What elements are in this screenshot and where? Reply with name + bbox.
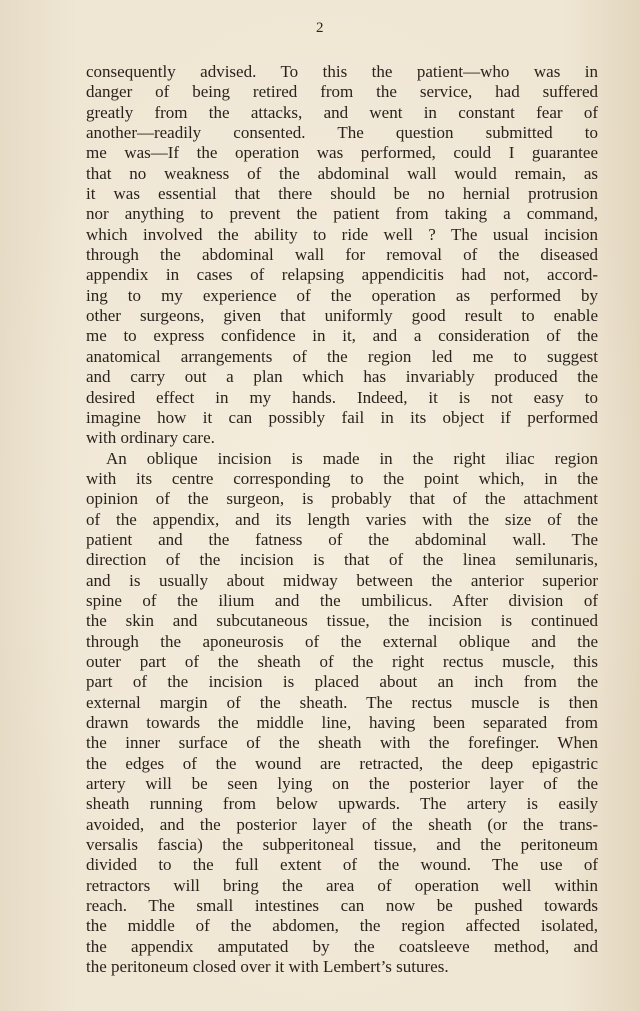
text-line: external margin of the sheath. The rectus muscle is then — [86, 692, 598, 712]
text-line: the appendix amputated by the coatsleeve method, and — [86, 936, 598, 956]
body-text — [86, 62, 598, 977]
text-line: imagine how it can possibly fail in its object if performed — [86, 407, 598, 427]
text-line: artery will be seen lying on the posterior layer of the — [86, 774, 598, 794]
text-line: the inner surface of the sheath with the forefinger. When — [86, 733, 598, 753]
text-line: me to express confidence in it, and a consideration of the — [86, 326, 598, 346]
text-line: spine of the ilium and the umbilicus. After division of — [86, 590, 598, 610]
text-line: and is usually about midway between the anterior superior — [86, 570, 598, 590]
text-line: through the abdominal wall for removal of the diseased — [86, 245, 598, 265]
text-line: anatomical arrangements of the region led me to suggest — [86, 346, 598, 366]
text-line: the peritoneum closed over it with Lembert’s sutures. — [86, 957, 449, 977]
text-line: through the aponeurosis of the external oblique and the — [86, 631, 598, 651]
text-line: of the appendix, and its length varies with the size of the — [86, 509, 598, 529]
text-line: that no weakness of the abdominal wall would remain, as — [86, 163, 598, 183]
text-line: retractors will bring the area of operation well within — [86, 875, 598, 895]
text-line: consequently advised. To this the patient—who was in — [86, 62, 598, 81]
text-line: it was essential that there should be no hernial protrusion — [86, 184, 598, 204]
text-line: outer part of the sheath of the right rectus muscle, this — [86, 651, 598, 671]
text-line: versalis fascia) the subperitoneal tissue, and the peritoneum — [86, 835, 598, 855]
text-line: me was—If the operation was performed, could I guarantee — [86, 143, 598, 163]
text-line: appendix in cases of relapsing appendicitis had not, accord- — [86, 265, 598, 285]
page-number: 2 — [316, 20, 324, 36]
text-line: with ordinary care. — [86, 428, 215, 448]
text-line: with its centre corresponding to the point which, in the — [86, 468, 598, 488]
text-line: which involved the ability to ride well ? The usual incision — [86, 224, 598, 244]
text-line: danger of being retired from the service, had suffered — [86, 82, 598, 102]
text-line: avoided, and the posterior layer of the sheath (or the trans- — [86, 814, 598, 834]
text-line: desired effect in my hands. Indeed, it is not easy to — [86, 387, 598, 407]
text-line: other surgeons, given that uniformly good result to enable — [86, 306, 598, 326]
text-line: drawn towards the middle line, having been separated from — [86, 713, 598, 732]
text-line: reach. The small intestines can now be pushed towards — [86, 896, 598, 916]
text-line: part of the incision is placed about an inch from the — [86, 672, 598, 692]
paragraph-start-line: An oblique incision is made in the right iliac region — [106, 448, 598, 468]
text-line: greatly from the attacks, and went in constant fear of — [86, 102, 598, 122]
text-line: opinion of the surgeon, is probably that of the attachment — [86, 489, 598, 509]
text-line: direction of the incision is that of the linea semilunaris, — [86, 550, 598, 570]
text-line: ing to my experience of the operation as performed by — [86, 285, 598, 305]
text-line: divided to the full extent of the wound. The use of — [86, 855, 598, 875]
text-line: the edges of the wound are retracted, the deep epigastric — [86, 753, 598, 773]
text-line: the skin and subcutaneous tissue, the incision is continued — [86, 611, 598, 631]
text-line: sheath running from below upwards. The artery is easily — [86, 794, 598, 814]
text-line: patient and the fatness of the abdominal wall. The — [86, 529, 598, 549]
text-line: the middle of the abdomen, the region affected isolated, — [86, 916, 598, 936]
text-line: nor anything to prevent the patient from taking a command, — [86, 204, 598, 224]
text-line: another—readily consented. The question submitted to — [86, 123, 598, 143]
text-line: and carry out a plan which has invariably produced the — [86, 367, 598, 387]
